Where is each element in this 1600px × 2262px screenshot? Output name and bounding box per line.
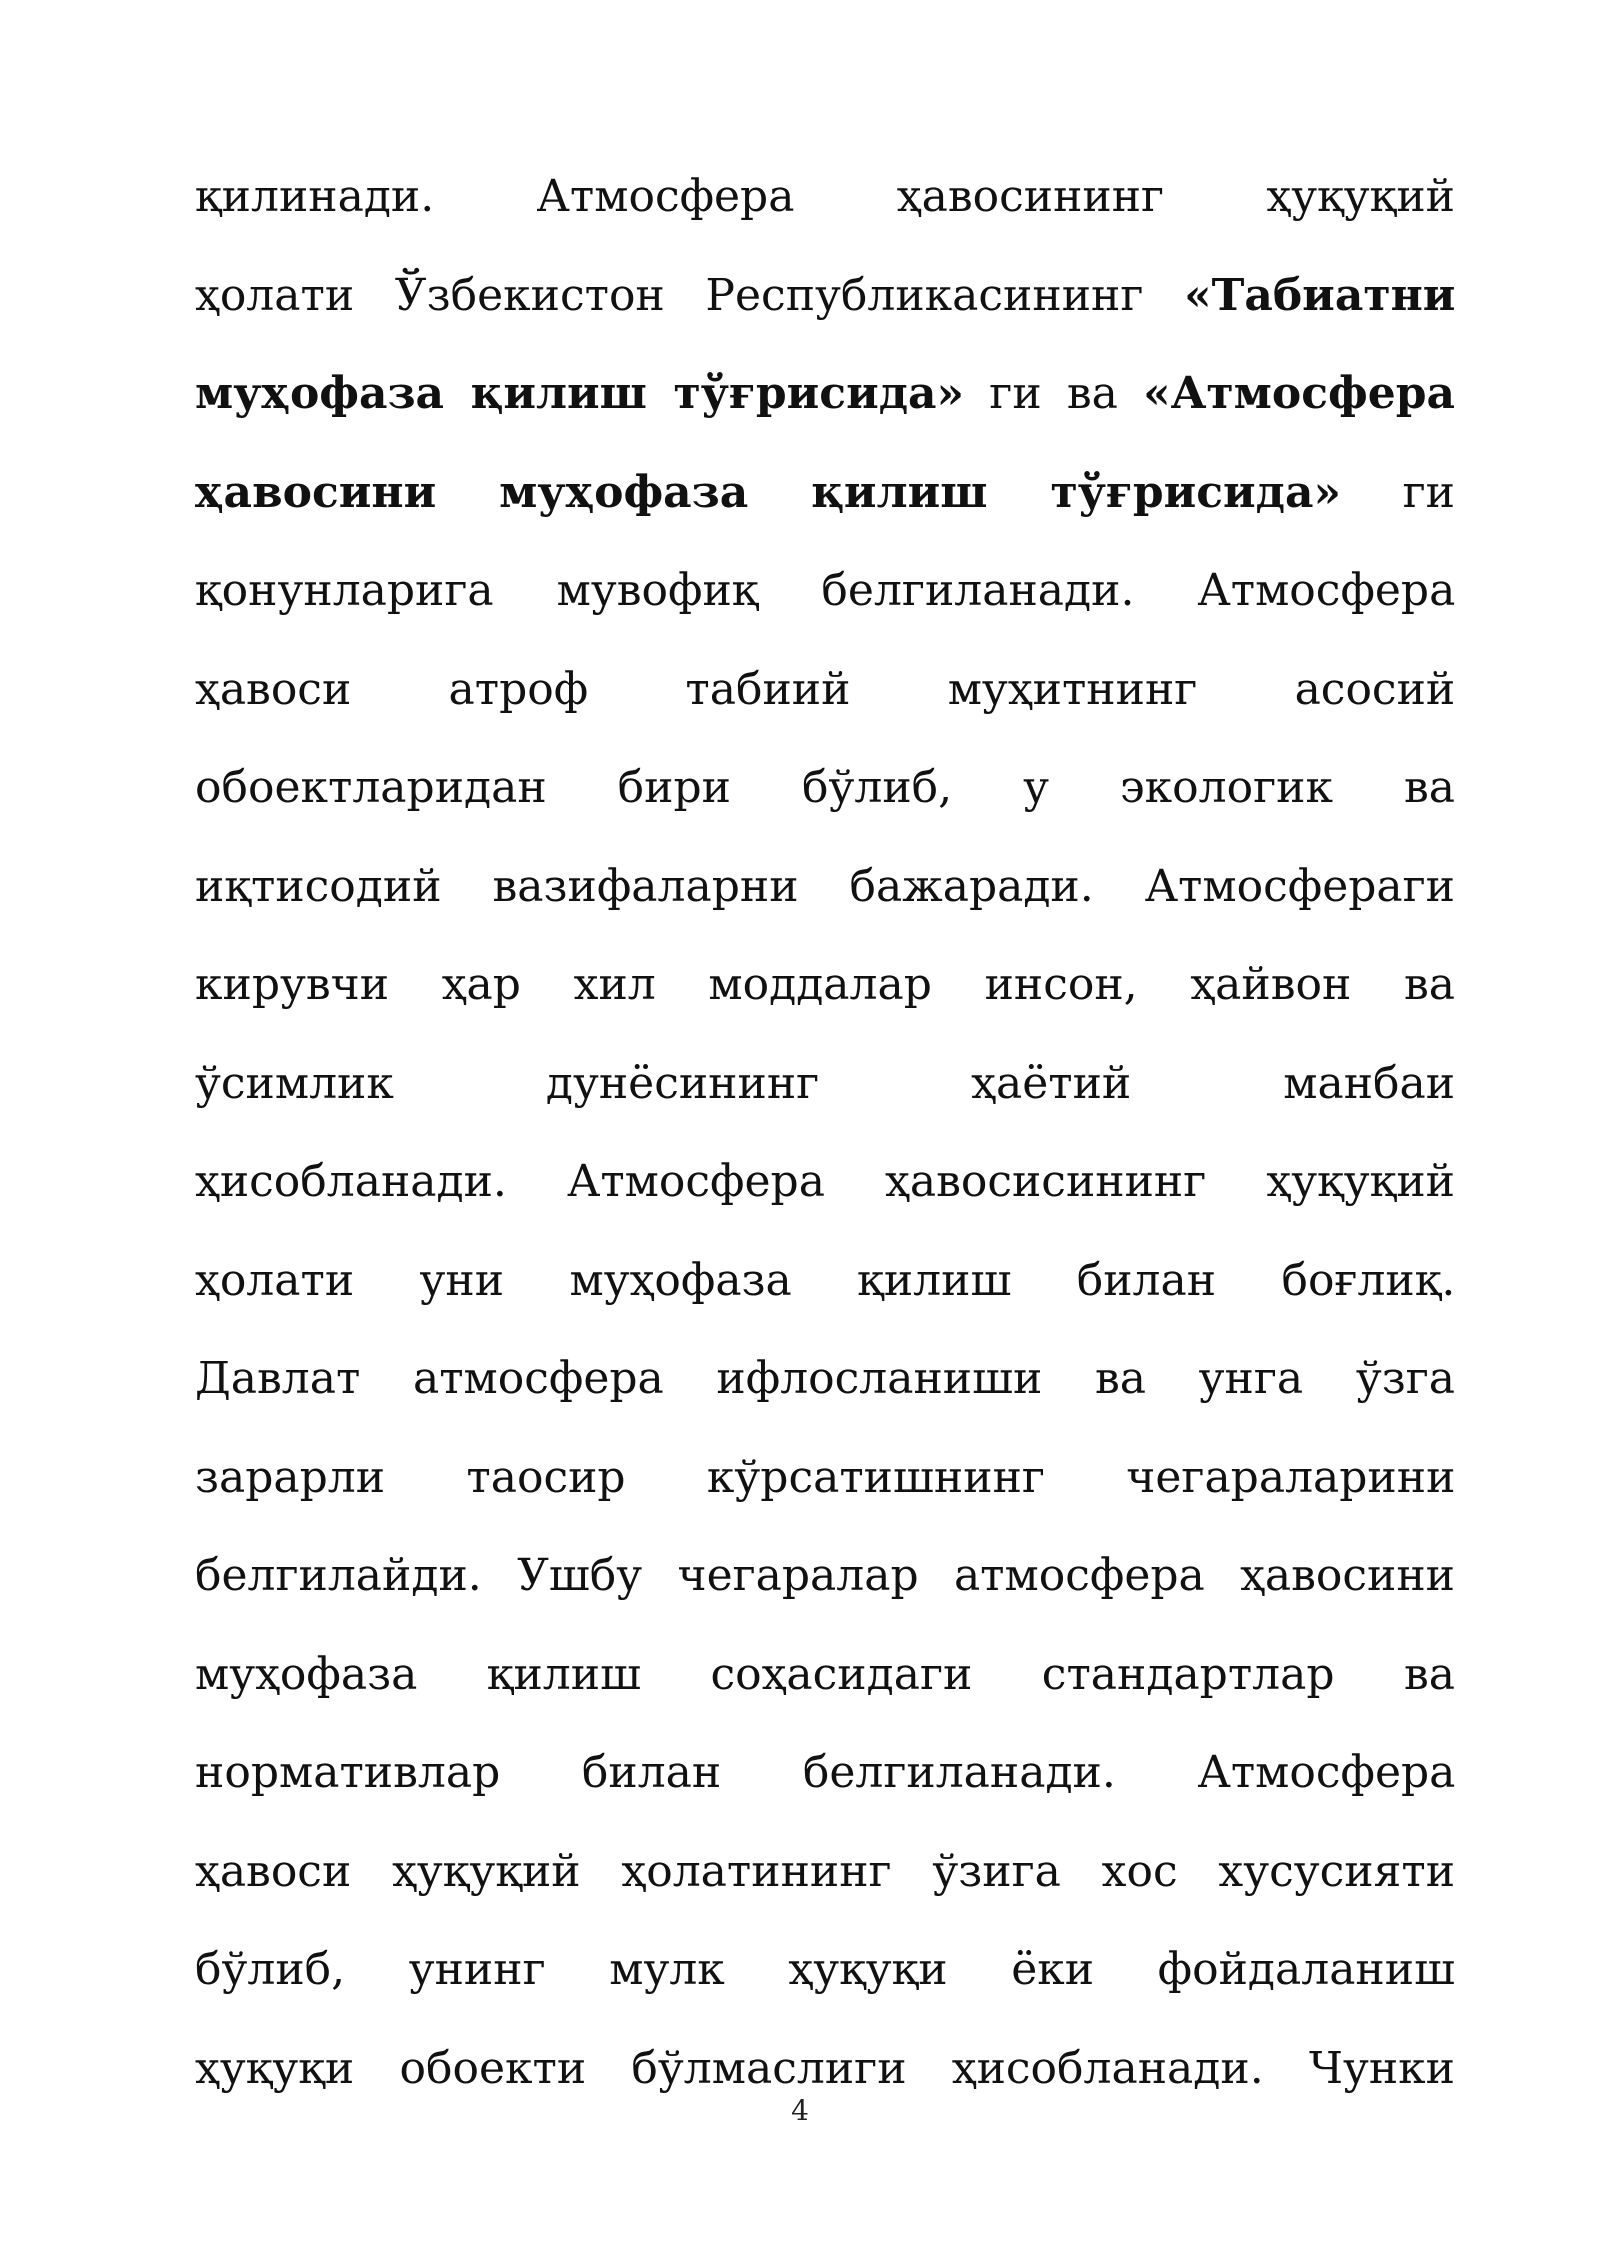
text-line xyxy=(195,345,1455,444)
text-segment: ҳавоси атроф табиий муҳитнинг асосий xyxy=(195,663,1456,715)
page-number: 4 xyxy=(791,2094,809,2127)
bold-law-title: ҳавосини муҳофаза қилиш тўғрисида» xyxy=(195,466,1341,518)
text-segment: қилинади. Атмосфера ҳавосининг ҳуқуқий xyxy=(195,171,1455,222)
text-segment: иқтисодий вазифаларни бажаради. Атмосфераги xyxy=(195,860,1456,912)
text-line xyxy=(195,1921,1455,2020)
text-line xyxy=(195,1527,1455,1626)
text-segment: ҳуқуқи обоекти бўлмаслиги ҳисобланади. Чунки xyxy=(195,2042,1455,2094)
text-segment: обоектларидан бири бўлиб, у экологик ва xyxy=(195,762,1455,813)
text-line xyxy=(195,936,1455,1035)
text-line xyxy=(195,542,1455,641)
text-segment: белгилайди. Ушбу чегаралар атмосфера ҳавосини xyxy=(195,1550,1455,1601)
text-segment: қонунларига мувофиқ белгиланади. Атмосфера xyxy=(195,565,1456,616)
text-segment: ўсимлик дунёсининг ҳаётий манбаи xyxy=(195,1057,1456,1109)
bold-law-title: муҳофаза қилиш тўғрисида» xyxy=(195,368,965,419)
text-segment: ги xyxy=(1341,466,1455,518)
text-segment: кирувчи ҳар хил моддалар инсон, ҳайвон ва xyxy=(195,959,1455,1010)
text-segment: ҳолати уни муҳофаза қилиш билан боғлиқ. xyxy=(195,1254,1456,1306)
text-segment: ги ва xyxy=(964,368,1144,419)
text-segment: Давлат атмосфера ифлосланиши ва унга ўзга xyxy=(195,1353,1455,1404)
text-line xyxy=(195,1035,1455,1134)
body-paragraph xyxy=(195,148,1455,2118)
text-line xyxy=(195,1133,1455,1232)
text-segment: зарарли таосир кўрсатишнинг чегараларини xyxy=(195,1451,1456,1503)
text-segment: ҳолати Ўзбекистон Республикасининг xyxy=(195,269,1185,321)
bold-law-title: «Атмосфера xyxy=(1143,368,1455,419)
text-segment: бўлиб, унинг мулк ҳуқуқи ёки фойдаланиш xyxy=(195,1944,1455,1995)
text-line xyxy=(195,1232,1455,1331)
text-line xyxy=(195,247,1455,346)
text-line xyxy=(195,148,1455,247)
text-line xyxy=(195,838,1455,937)
bold-law-title: «Табиатни xyxy=(1184,269,1456,321)
text-segment: нормативлар билан белгиланади. Атмосфера xyxy=(195,1747,1456,1798)
text-line xyxy=(195,444,1455,543)
text-segment: ҳисобланади. Атмосфера ҳавосисининг ҳуқуқий xyxy=(195,1156,1455,1207)
text-line xyxy=(195,641,1455,740)
text-line xyxy=(195,1724,1455,1823)
text-line xyxy=(195,1626,1455,1725)
text-line xyxy=(195,1823,1455,1922)
text-line xyxy=(195,1330,1455,1429)
text-segment: ҳавоси ҳуқуқий ҳолатининг ўзига хос хусусияти xyxy=(195,1845,1456,1897)
text-segment: муҳофаза қилиш соҳасидаги стандартлар ва xyxy=(195,1648,1456,1700)
text-line xyxy=(195,1429,1455,1528)
text-line xyxy=(195,739,1455,838)
